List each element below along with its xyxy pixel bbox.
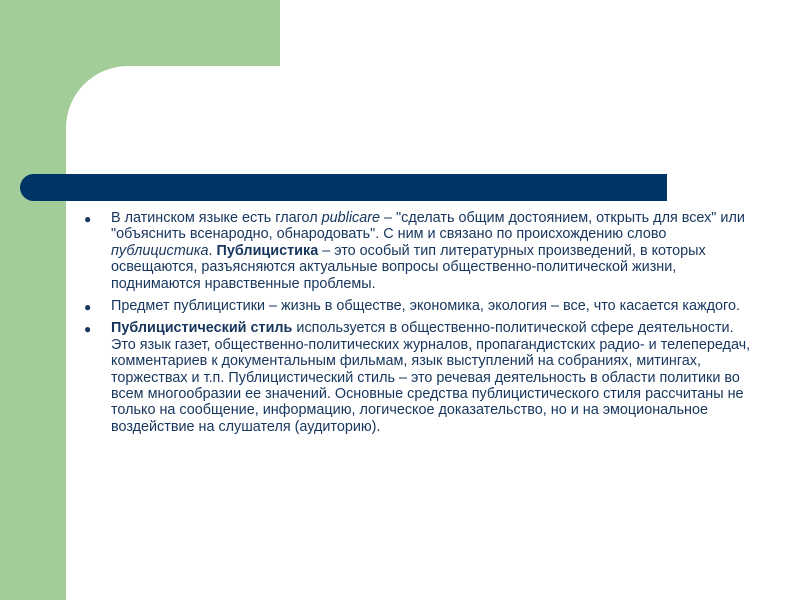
bullet-icon: ● bbox=[84, 322, 92, 337]
title-bar bbox=[20, 174, 667, 201]
bullet-1-text-1: В латинском языке есть глагол bbox=[111, 210, 322, 226]
bullet-item-3 bbox=[78, 320, 758, 435]
bullet-list bbox=[78, 210, 758, 441]
bullet-3-bold-1: Публицистический стиль bbox=[111, 320, 293, 337]
bullet-2-text-1: Предмет публицистики – жизнь в обществе, экономика, экология – все, что касается каждого. bbox=[111, 298, 740, 315]
bullet-1-italic-1: publicare bbox=[321, 210, 381, 226]
bullet-1-bold-1: Публицистика bbox=[216, 242, 319, 259]
bullet-item-1 bbox=[78, 210, 758, 292]
bullet-1-text-4: – это особый тип литературных произведений, в которых освещаются, разъясняются актуальные вопросы общественно-политической жизни, поднимаются нравственные проблемы. bbox=[111, 242, 706, 292]
bullet-1-text-2: – "сделать общим достоянием, открыть для всех" или "объяснить всенародно, обнародовать". С ним и связано по происхождению слово bbox=[111, 210, 745, 243]
bullet-icon: ● bbox=[84, 212, 92, 226]
top-white-area bbox=[280, 0, 800, 66]
bullet-1-italic-2: публицистика bbox=[111, 242, 209, 259]
bullet-icon: ● bbox=[84, 300, 92, 315]
bullet-item-2 bbox=[78, 298, 758, 314]
bullet-1-text-3: . bbox=[208, 242, 217, 259]
bullet-3-text-1: используется в общественно-политической сфере деятельности. Это язык газет, общественно-политических журналов, пропагандистских радио- и телепередач, комментариев к документальным фильмам, язык выступлений на собраниях, митингах, торжествах и т.п. Публицистический стиль – это речевая деятельность в области политики во всем многообразии ее значений. Основные средства публицистического стиля рассчитаны не только на сообщение, информацию, логическое доказательство, но и на эмоциональное воздействие на слушателя (аудиторию). bbox=[111, 320, 751, 435]
